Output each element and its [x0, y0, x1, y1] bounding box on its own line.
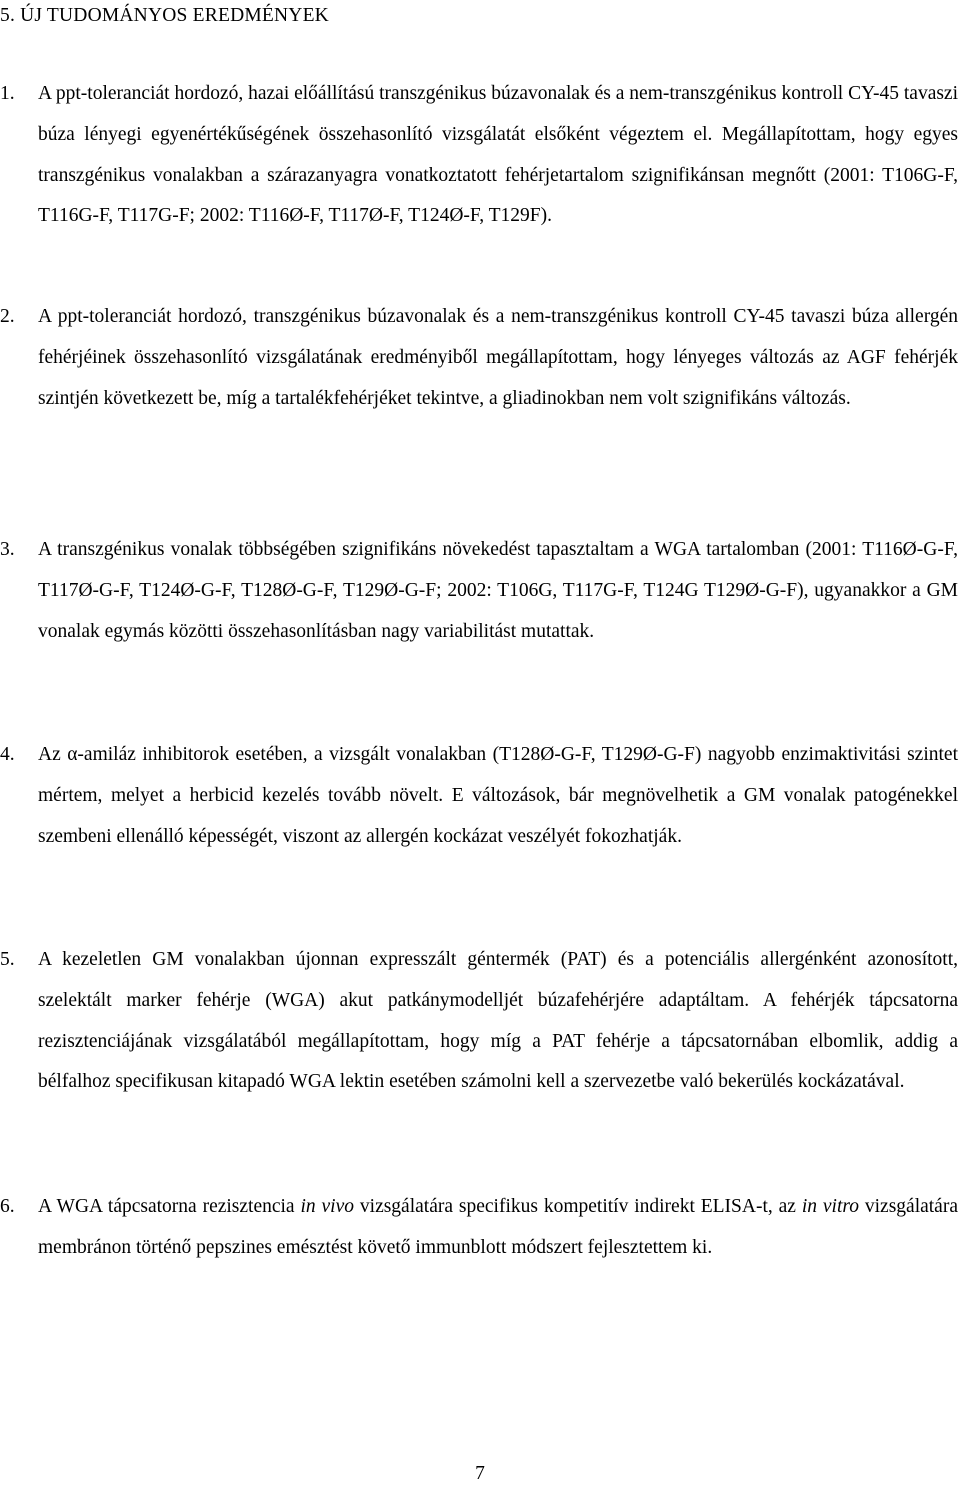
item-text-part: A WGA tápcsatorna rezisztencia [38, 1196, 301, 1217]
result-item-6 [0, 1187, 958, 1269]
item-text-part: vizsgálatára membránon történő pepszines emésztést követő immunblott módszert fejlesztettem ki. [38, 1196, 958, 1258]
item-text: A kezeletlen GM vonalakban újonnan expresszált géntermék (PAT) és a potenciális allergénként azonosított, szelektált marker fehérje (WGA) akut patkánymodelljét búzafehérjére adaptáltam. A fehérjék tápcsatorna rezisztenciájának vizsgálatából megállapítottam, hogy míg a PAT fehérje a tápcsatornában elbomlik, addig a bélfalhoz specifikusan kitapadó WGA lektin esetében számolni kell a szervezetbe való bekerülés kockázatával. [38, 949, 958, 1093]
item-number: 6. [0, 1196, 15, 1217]
item-text-italic: in vivo [300, 1196, 355, 1217]
result-item-5 [0, 940, 958, 1103]
item-number: 2. [0, 306, 15, 327]
result-item-4 [0, 735, 958, 857]
result-item-3 [0, 530, 958, 652]
item-number: 1. [0, 83, 15, 104]
result-item-1 [0, 74, 958, 237]
page-number: 7 [475, 1463, 485, 1484]
item-number: 5. [0, 949, 15, 970]
item-number: 3. [0, 539, 15, 560]
section-heading: 5. ÚJ TUDOMÁNYOS EREDMÉNYEK [0, 5, 329, 26]
item-text: A ppt-toleranciát hordozó, transzgénikus búzavonalak és a nem-transzgénikus kontroll CY-45 tavaszi búza allergén fehérjéinek összehasonlító vizsgálatának eredményiből megállapítottam, hogy lényeges változás az AGF fehérjék szintjén következett be, míg a tartalékfehérjéket tekintve, a gliadinokban nem volt szignifikáns változás. [38, 306, 958, 409]
item-text: A transzgénikus vonalak többségében szignifikáns növekedést tapasztaltam a WGA tartalomban (2001: T116Ø-G-F, T117Ø-G-F, T124Ø-G-F, T128Ø-G-F, T129Ø-G-F; 2002: T106G, T117G-F, T124G T129Ø-G-F), ugyanakkor a GM vonalak egymás közötti összehasonlításban nagy variabilitást mutattak. [38, 539, 958, 642]
item-text-italic: in vitro [801, 1196, 859, 1217]
item-text-part: vizsgálatára specifikus kompetitív indirekt ELISA-t, az [354, 1196, 802, 1217]
item-text: A ppt-toleranciát hordozó, hazai előállítású transzgénikus búzavonalak és a nem-transzgénikus kontroll CY-45 tavaszi búza lényegi egyenértékűségének összehasonlító vizsgálatát elsőként végeztem el. Megállapítottam, hogy egyes transzgénikus vonalakban a szárazanyagra vonatkoztatott fehérjetartalom szignifikánsan megnőtt (2001: T106G-F, T116G-F, T117G-F; 2002: T116Ø-F, T117Ø-F, T124Ø-F, T129F). [38, 83, 959, 227]
result-item-2 [0, 297, 958, 419]
item-text [38, 1187, 958, 1269]
item-number: 4. [0, 744, 15, 765]
item-text: Az α-amiláz inhibitorok esetében, a vizsgált vonalakban (T128Ø-G-F, T129Ø-G-F) nagyobb enzimaktivitási szintet mértem, melyet a herbicid kezelés tovább növelt. E változások, bár megnövelhetik a GM vonalak patogénekkel szembeni ellenálló képességét, viszont az allergén kockázat veszélyét fokozhatják. [38, 744, 958, 847]
